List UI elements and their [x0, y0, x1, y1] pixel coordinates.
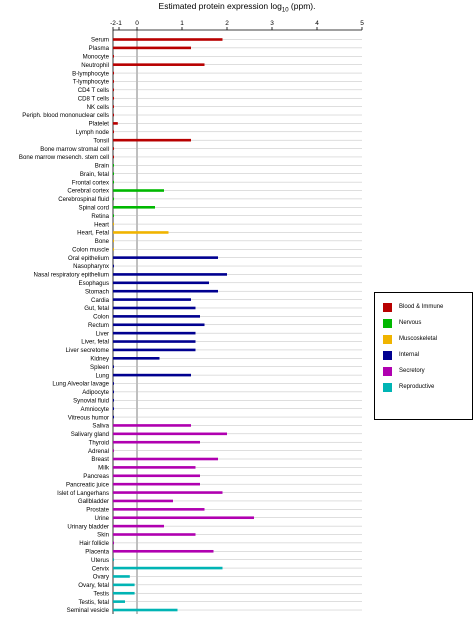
- legend-swatch: [383, 383, 392, 392]
- x-tick-label: 4: [315, 20, 319, 27]
- expression-bar: [113, 567, 223, 570]
- legend-item-internal: [383, 349, 419, 361]
- category-label: Heart, Fetal: [77, 229, 109, 237]
- legend-label: Internal: [399, 352, 420, 358]
- expression-bar-empty: [113, 164, 114, 167]
- expression-bar-empty: [113, 240, 114, 243]
- category-label: Adrenal: [87, 447, 109, 455]
- category-label: Platelet: [88, 120, 109, 128]
- expression-bar: [113, 592, 135, 595]
- expression-bar: [113, 340, 196, 343]
- expression-bar: [113, 256, 218, 259]
- category-label: Testis, fetal: [78, 598, 109, 606]
- category-labels: [19, 37, 110, 615]
- expression-bar: [113, 282, 209, 285]
- expression-bar-empty: [113, 542, 114, 545]
- expression-bar: [113, 206, 155, 209]
- chart-title-suffix: (ppm).: [288, 1, 316, 11]
- x-tick-label: 3: [270, 20, 274, 27]
- category-label: Ovary: [92, 573, 109, 581]
- expression-bar-empty: [113, 248, 114, 251]
- expression-bar: [113, 332, 196, 335]
- legend-label: Blood & Immune: [399, 304, 444, 310]
- x-tick-label: 5: [360, 20, 364, 27]
- category-label: Cerebrospinal fluid: [58, 196, 109, 204]
- x-tick-label: 1: [180, 20, 184, 27]
- category-label: Cerebral cortex: [67, 187, 109, 195]
- expression-bar: [113, 474, 200, 477]
- expression-bar: [113, 273, 227, 276]
- category-label: Monocyte: [82, 53, 109, 61]
- expression-bar-empty: [113, 214, 114, 217]
- category-label: Periph. blood mononuclear cells: [22, 112, 109, 120]
- expression-bar-empty: [113, 89, 114, 92]
- category-label: Neutrophil: [81, 61, 109, 69]
- category-label: Breast: [91, 456, 109, 464]
- expression-bar: [113, 38, 223, 41]
- category-label: Bone: [94, 238, 109, 246]
- expression-bar: [113, 525, 164, 528]
- legend-label: Nervous: [399, 320, 422, 326]
- expression-bar-empty: [113, 130, 114, 133]
- expression-bar: [113, 122, 118, 125]
- expression-bar: [113, 491, 223, 494]
- category-label: Vitreous humor: [67, 414, 109, 422]
- expression-bar: [113, 500, 173, 503]
- x-axis: [110, 20, 364, 30]
- category-label: Placenta: [85, 548, 109, 556]
- category-label: Cardia: [91, 296, 109, 304]
- expression-bar: [113, 550, 214, 553]
- expression-bar: [113, 516, 254, 519]
- category-label: Lymph node: [75, 128, 109, 136]
- category-label: Stomach: [84, 288, 109, 296]
- expression-bar: [113, 458, 218, 461]
- expression-bar-empty: [113, 382, 114, 385]
- category-label: Serum: [91, 36, 109, 44]
- expression-bar-empty: [113, 55, 114, 58]
- x-tick-label: 0: [135, 20, 139, 27]
- category-label: Lung Alveolar lavage: [52, 380, 109, 388]
- category-label: CD8 T cells: [77, 95, 109, 103]
- expression-bar: [113, 357, 160, 360]
- category-label: Spinal cord: [78, 204, 109, 212]
- category-label: Brain, fetal: [79, 170, 109, 178]
- category-label: Urinary bladder: [67, 523, 109, 531]
- legend-label: Secretory: [399, 368, 425, 374]
- legend-label: Muscoskeletal: [399, 336, 438, 342]
- category-label: Hair follicle: [79, 540, 109, 548]
- expression-bar: [113, 374, 191, 377]
- expression-bar-empty: [113, 449, 114, 452]
- category-label: Nasal respiratory epithelium: [33, 271, 109, 279]
- expression-bar-empty: [113, 391, 114, 394]
- expression-bar-empty: [113, 198, 114, 201]
- category-label: Bone marrow stromal cell: [40, 145, 109, 153]
- category-label: Urine: [94, 514, 109, 522]
- category-label: Islet of Langerhans: [57, 489, 109, 497]
- legend-swatch: [383, 319, 392, 328]
- category-label: Liver, fetal: [81, 338, 109, 346]
- category-label: T-lymphocyte: [72, 78, 109, 86]
- category-label: Seminal vesicle: [66, 607, 109, 615]
- expression-bar-empty: [113, 365, 114, 368]
- legend-item-nervous: [383, 317, 421, 329]
- expression-bar-empty: [113, 172, 114, 175]
- category-label: Salivary gland: [70, 431, 109, 439]
- category-label: Tonsil: [93, 137, 109, 145]
- expression-bar: [113, 189, 164, 192]
- legend: [374, 292, 473, 420]
- x-tick-label: -1: [116, 20, 122, 27]
- expression-bar: [113, 483, 200, 486]
- expression-bar-empty: [113, 105, 114, 108]
- category-label: Pancreas: [83, 472, 109, 480]
- legend-item-musculoskeletal: [383, 333, 437, 345]
- category-label: Kidney: [90, 355, 109, 363]
- expression-bar: [113, 575, 130, 578]
- expression-bar-empty: [113, 72, 114, 75]
- expression-bar-empty: [113, 97, 114, 100]
- expression-bar: [113, 315, 200, 318]
- legend-swatch: [383, 351, 392, 360]
- expression-bar-empty: [113, 80, 114, 83]
- category-label: Heart: [94, 221, 109, 229]
- category-label: Bone marrow mesench. stem cell: [18, 154, 109, 162]
- category-label: Frontal cortex: [71, 179, 109, 187]
- category-label: Nasopharynx: [73, 263, 109, 271]
- category-label: Skin: [97, 531, 109, 539]
- legend-swatch: [383, 367, 392, 376]
- category-label: Plasma: [88, 45, 109, 53]
- category-label: Lung: [95, 372, 109, 380]
- chart-title-text: Estimated protein expression log: [158, 1, 282, 11]
- category-label: Gut, fetal: [84, 305, 109, 313]
- category-label: Spleen: [90, 363, 109, 371]
- category-label: Brain: [94, 162, 109, 170]
- category-label: Cervix: [91, 565, 109, 573]
- category-label: Retina: [91, 212, 109, 220]
- expression-bar: [113, 231, 169, 234]
- category-label: Synovial fluid: [73, 397, 109, 405]
- legend-swatch: [383, 335, 392, 344]
- expression-bar: [113, 600, 125, 603]
- category-label: Milk: [98, 464, 109, 472]
- expression-bar: [113, 533, 196, 536]
- category-label: Colon: [93, 313, 109, 321]
- expression-bar-empty: [113, 416, 114, 419]
- chart-title-subscript: 10: [281, 7, 289, 14]
- expression-bar-empty: [113, 407, 114, 410]
- category-label: Uterus: [91, 556, 109, 564]
- expression-bar: [113, 441, 200, 444]
- expression-bar-empty: [113, 223, 114, 226]
- category-label: Adipocyte: [82, 389, 109, 397]
- expression-bar: [113, 290, 218, 293]
- expression-bar: [113, 508, 205, 511]
- category-label: Rectum: [88, 321, 109, 329]
- expression-bar: [113, 298, 191, 301]
- expression-bar: [113, 424, 191, 427]
- expression-bar-empty: [113, 114, 114, 117]
- category-label: Testis: [93, 590, 109, 598]
- category-label: Gallbladder: [77, 498, 109, 506]
- expression-bar-empty: [113, 558, 114, 561]
- expression-bar: [113, 466, 196, 469]
- legend-item-reproductive: [383, 381, 434, 393]
- x-tick-label: -2: [110, 20, 116, 27]
- legend-swatch: [383, 303, 392, 312]
- category-label: Liver: [95, 330, 109, 338]
- category-label: Esophagus: [78, 280, 109, 288]
- category-label: Prostate: [86, 506, 109, 514]
- category-label: Liver secretome: [65, 347, 109, 355]
- expression-bar: [113, 323, 205, 326]
- expression-bar: [113, 139, 191, 142]
- legend-label: Reproductive: [399, 384, 435, 390]
- expression-bar: [113, 307, 196, 310]
- expression-bar: [113, 433, 227, 436]
- category-label: B-lymphocyte: [72, 70, 109, 78]
- x-tick-label: 2: [225, 20, 229, 27]
- expression-bar-empty: [113, 181, 114, 184]
- expression-bar: [113, 349, 196, 352]
- expression-bar-empty: [113, 265, 114, 268]
- category-label: Amniocyte: [80, 405, 109, 413]
- category-label: Thyroid: [88, 439, 109, 447]
- expression-bar: [113, 63, 205, 66]
- expression-bar: [113, 47, 191, 50]
- expression-bar-empty: [113, 399, 114, 402]
- legend-item-blood-immune: [383, 301, 443, 313]
- category-label: Oral epithelium: [68, 254, 109, 262]
- category-label: Pancreatic juice: [65, 481, 109, 489]
- category-label: NK cells: [86, 103, 109, 111]
- category-label: CD4 T cells: [77, 87, 109, 95]
- expression-bar: [113, 584, 135, 587]
- category-label: Saliva: [92, 422, 109, 430]
- expression-bar-empty: [113, 156, 114, 159]
- category-label: Colon muscle: [72, 246, 109, 254]
- category-label: Ovary, fetal: [78, 582, 109, 590]
- expression-bar: [113, 609, 178, 612]
- expression-bar-empty: [113, 147, 114, 150]
- legend-item-secretory: [383, 365, 425, 377]
